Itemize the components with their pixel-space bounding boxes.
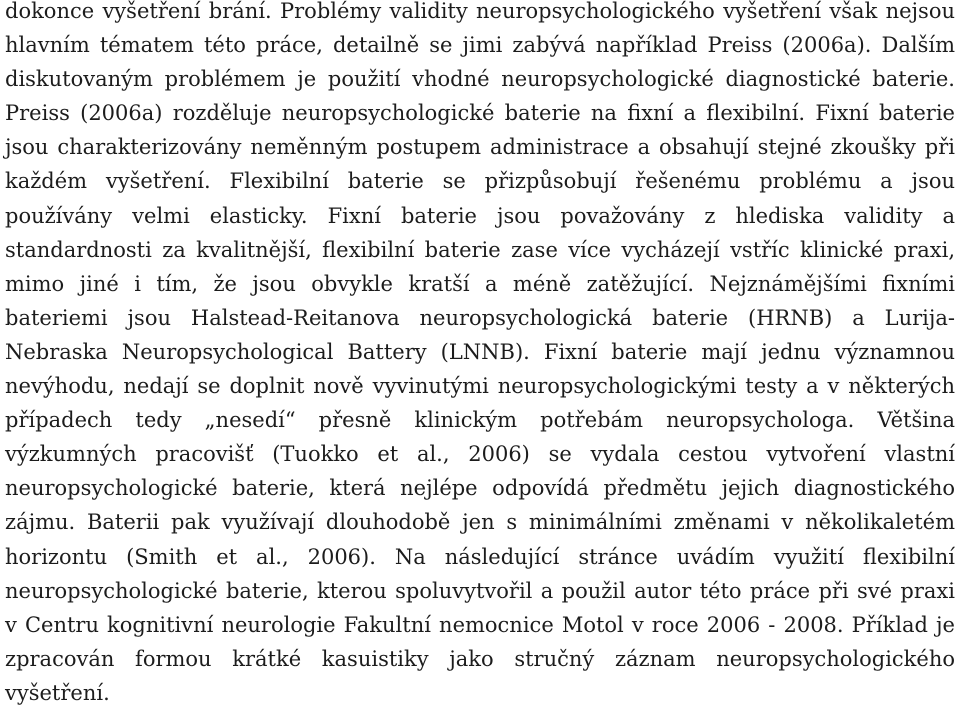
document-page — [5, 0, 955, 710]
body-paragraph: dokonce vyšetření brání. Problémy validity neuropsychologického vyšetření však nejsou hlavním tématem této práce, detailně se jimi zabývá například Preiss (2006a). Dalším diskutovaným problémem je použití vhodné neuropsychologické diagnostické baterie. Preiss (2006a) rozděluje neuropsychologické baterie na fixní a flexibilní. Fixní baterie jsou charakterizovány neměnným postupem administrace a obsahují stejné zkoušky při každém vyšetření. Flexibilní baterie se přizpůsobují řešenému problému a jsou používány velmi elasticky. Fixní baterie jsou považovány z hlediska validity a standardnosti za kvalitnější, flexibilní baterie zase více vycházejí vstříc klinické praxi, mimo jiné i tím, že jsou obvykle kratší a méně zatěžující. Nejznámějšími fixními bateriemi jsou Halstead-Reitanova neuropsychologická baterie (HRNB) a Lurija-Nebraska Neuropsychological Battery (LNNB). Fixní baterie mají jednu významnou nevýhodu, nedají se doplnit nově vyvinutými neuropsychologickými testy a v některých případech tedy „nesedí“ přesně klinickým potřebám neuropsychologa. Většina výzkumných pracovišť (Tuokko et al., 2006) se vydala cestou vytvoření vlastní neuropsychologické baterie, která nejlépe odpovídá předmětu jejich diagnostického zájmu. Baterii pak využívají dlouhodobě jen s minimálními změnami v několikaletém horizontu (Smith et al., 2006). Na následující stránce uvádím využití flexibilní neuropsychologické baterie, kterou spoluvytvořil a použil autor této práce při své praxi v Centru kognitivní neurologie Fakultní nemocnice Motol v roce 2006 - 2008. Příklad je zpracován formou krátké kasuistiky jako stručný záznam neuropsychologického vyšetření. — [5, 0, 955, 705]
